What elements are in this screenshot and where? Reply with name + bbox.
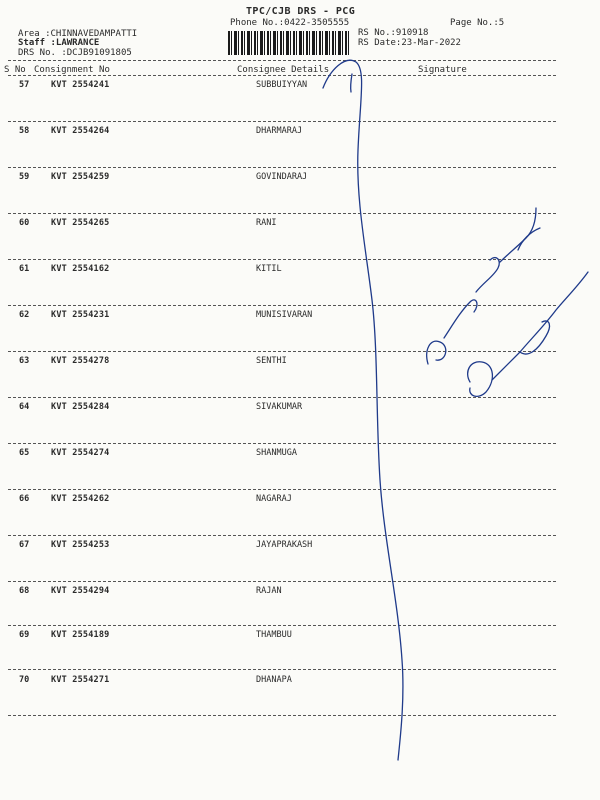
row-consignee: KITIL [256, 264, 282, 274]
table-row [0, 264, 600, 278]
row-consignment: KVT 2554271 [51, 675, 110, 685]
row-consignment: KVT 2554241 [51, 80, 110, 90]
row-sno: 61 [19, 264, 30, 274]
page-number: Page No.:5 [450, 18, 505, 28]
table-row [0, 172, 600, 186]
table-row [0, 540, 600, 554]
staff-label: Staff :LAWRANCE [18, 38, 100, 48]
column-header-details: Consignee Details [237, 65, 330, 75]
row-consignment: KVT 2554284 [51, 402, 110, 412]
row-consignee: JAYAPRAKASH [256, 540, 313, 550]
table-row [0, 494, 600, 508]
row-sno: 59 [19, 172, 30, 182]
row-sno: 70 [19, 675, 30, 685]
column-header-divider [8, 75, 556, 76]
row-sno: 68 [19, 586, 30, 596]
table-row [0, 356, 600, 370]
table-row [0, 675, 600, 689]
phone-number: Phone No.:0422-3505555 [230, 18, 350, 28]
row-divider [8, 213, 556, 214]
row-consignment: KVT 2554259 [51, 172, 110, 182]
row-consignment: KVT 2554162 [51, 264, 110, 274]
row-consignment: KVT 2554189 [51, 630, 110, 640]
row-sno: 64 [19, 402, 30, 412]
row-divider [8, 669, 556, 670]
row-divider [8, 259, 556, 260]
row-divider [8, 489, 556, 490]
row-divider [8, 581, 556, 582]
row-divider [8, 397, 556, 398]
rs-number: RS No.:910918 [358, 28, 429, 38]
row-sno: 63 [19, 356, 30, 366]
row-sno: 67 [19, 540, 30, 550]
barcode-image [228, 31, 350, 55]
row-sno: 60 [19, 218, 30, 228]
row-consignee: SHANMUGA [256, 448, 297, 458]
row-consignee: SENTHI [256, 356, 287, 366]
table-row [0, 586, 600, 600]
table-row [0, 126, 600, 140]
table-row [0, 630, 600, 644]
row-consignee: DHARMARAJ [256, 126, 303, 136]
row-consignment: KVT 2554274 [51, 448, 110, 458]
row-divider [8, 443, 556, 444]
row-consignee: DHANAPA [256, 675, 292, 685]
row-sno: 57 [19, 80, 30, 90]
table-row [0, 448, 600, 462]
row-sno: 58 [19, 126, 30, 136]
area-label: Area :CHINNAVEDAMPATTI [18, 29, 138, 39]
row-consignment: KVT 2554294 [51, 586, 110, 596]
table-row [0, 310, 600, 324]
column-header-signature: Signature [418, 65, 467, 75]
row-consignee: RAJAN [256, 586, 282, 596]
column-header-sno: S No [4, 65, 26, 75]
row-consignee: GOVINDARAJ [256, 172, 308, 182]
sheet-title: TPC/CJB DRS - PCG [246, 6, 356, 17]
row-consignment: KVT 2554265 [51, 218, 110, 228]
row-consignment: KVT 2554264 [51, 126, 110, 136]
row-divider [8, 625, 556, 626]
rs-date: RS Date:23-Mar-2022 [358, 38, 461, 48]
row-divider [8, 121, 556, 122]
table-row [0, 218, 600, 232]
column-header-consignment: Consignment No [34, 65, 110, 75]
row-consignee: THAMBUU [256, 630, 292, 640]
row-divider [8, 167, 556, 168]
drs-number: DRS No. :DCJB91091805 [18, 48, 132, 58]
row-divider [8, 535, 556, 536]
row-consignee: SIVAKUMAR [256, 402, 303, 412]
row-consignee: MUNISIVARAN [256, 310, 313, 320]
row-consignment: KVT 2554262 [51, 494, 110, 504]
row-consignee: SUBBUIYYAN [256, 80, 308, 90]
row-consignee: RANI [256, 218, 277, 228]
header-divider [8, 60, 556, 61]
row-consignment: KVT 2554253 [51, 540, 110, 550]
row-consignee: NAGARAJ [256, 494, 292, 504]
table-row [0, 80, 600, 94]
row-sno: 65 [19, 448, 30, 458]
row-divider [8, 305, 556, 306]
row-consignment: KVT 2554231 [51, 310, 110, 320]
row-divider [8, 351, 556, 352]
row-sno: 66 [19, 494, 30, 504]
table-row [0, 402, 600, 416]
row-consignment: KVT 2554278 [51, 356, 110, 366]
row-divider [8, 715, 556, 716]
row-sno: 69 [19, 630, 30, 640]
row-sno: 62 [19, 310, 30, 320]
